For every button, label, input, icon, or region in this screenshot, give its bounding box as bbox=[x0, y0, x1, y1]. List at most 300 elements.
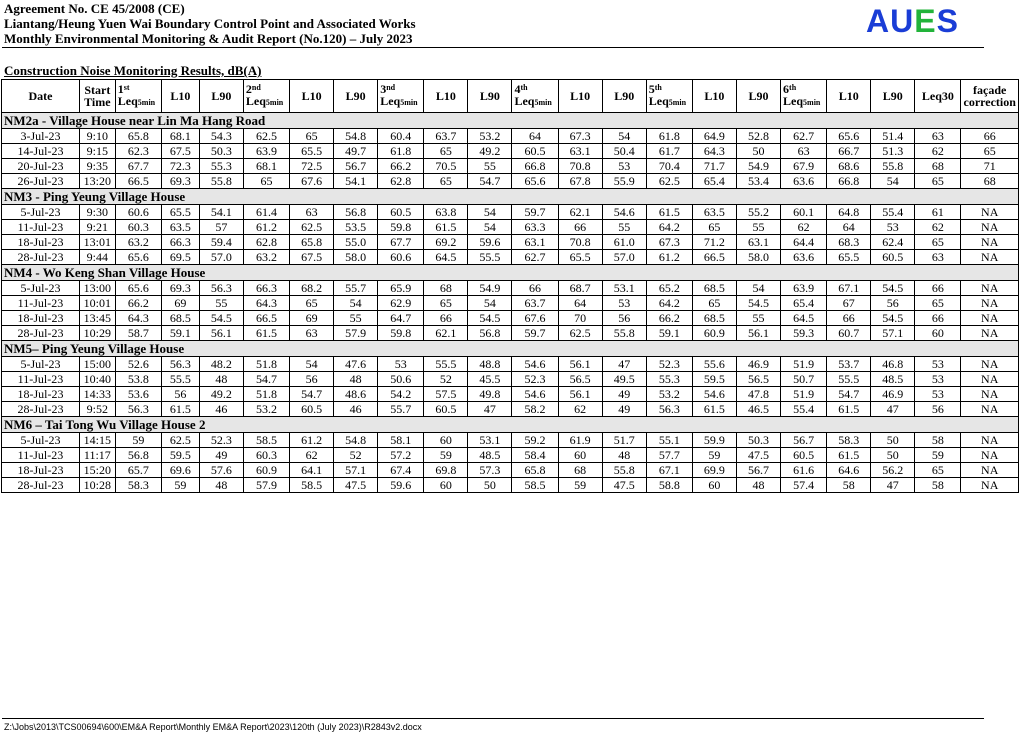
table-cell: 53.1 bbox=[602, 281, 646, 296]
table-cell: 56.5 bbox=[736, 372, 780, 387]
table-cell: 50.3 bbox=[199, 144, 243, 159]
table-cell: 56.1 bbox=[199, 326, 243, 341]
table-cell: 49.5 bbox=[602, 372, 646, 387]
table-cell: 59.7 bbox=[512, 205, 558, 220]
table-cell: NA bbox=[961, 402, 1019, 417]
table-cell: NA bbox=[961, 357, 1019, 372]
table-cell: 56.8 bbox=[115, 448, 161, 463]
table-cell: 53.2 bbox=[646, 387, 692, 402]
table-cell: 55 bbox=[199, 296, 243, 311]
table-cell: 55.2 bbox=[736, 205, 780, 220]
table-cell: 66.2 bbox=[115, 296, 161, 311]
table-cell: 46 bbox=[199, 402, 243, 417]
table-cell: 60.6 bbox=[115, 205, 161, 220]
table-cell: 63.5 bbox=[692, 205, 736, 220]
table-cell: 65 bbox=[290, 296, 334, 311]
table-cell: 49 bbox=[602, 402, 646, 417]
table-cell: 58 bbox=[827, 478, 871, 493]
table-cell: 57.2 bbox=[378, 448, 424, 463]
table-cell: 55.7 bbox=[334, 281, 378, 296]
table-cell: 62.8 bbox=[378, 174, 424, 189]
table-row bbox=[2, 311, 1019, 326]
table-cell: 62 bbox=[290, 448, 334, 463]
table-cell: 60.3 bbox=[115, 220, 161, 235]
table-cell: 67.3 bbox=[558, 129, 602, 144]
table-cell: 66 bbox=[915, 281, 961, 296]
table-cell: 10:29 bbox=[79, 326, 115, 341]
table-cell: 68.5 bbox=[161, 311, 199, 326]
col-l10-5: L10 bbox=[692, 80, 736, 113]
table-cell: 59 bbox=[915, 448, 961, 463]
table-cell: 55.4 bbox=[781, 402, 827, 417]
table-cell: 65 bbox=[243, 174, 289, 189]
table-cell: 60.6 bbox=[378, 250, 424, 265]
table-cell: 60.3 bbox=[243, 448, 289, 463]
table-cell: 56.1 bbox=[558, 387, 602, 402]
table-cell: 57.9 bbox=[243, 478, 289, 493]
table-cell: 55.8 bbox=[199, 174, 243, 189]
footer-divider bbox=[2, 718, 984, 719]
table-cell: 65.8 bbox=[290, 235, 334, 250]
table-cell: 67.5 bbox=[290, 250, 334, 265]
table-cell: 65.5 bbox=[290, 144, 334, 159]
table-cell: 53.2 bbox=[243, 402, 289, 417]
table-cell: 9:21 bbox=[79, 220, 115, 235]
table-cell: 61 bbox=[915, 205, 961, 220]
table-cell: 58.2 bbox=[512, 402, 558, 417]
col-leq-5: 5th Leq5min bbox=[646, 80, 692, 113]
table-cell: 63.8 bbox=[424, 205, 468, 220]
table-cell: 66 bbox=[961, 129, 1019, 144]
table-cell: 66.8 bbox=[827, 174, 871, 189]
table-cell: 61.8 bbox=[378, 144, 424, 159]
table-cell: 60.5 bbox=[871, 250, 915, 265]
table-cell: 55.5 bbox=[468, 250, 512, 265]
table-cell: 61.2 bbox=[646, 250, 692, 265]
table-cell: 14:15 bbox=[79, 433, 115, 448]
table-cell: 47.5 bbox=[602, 478, 646, 493]
table-cell: 62 bbox=[781, 220, 827, 235]
table-row bbox=[2, 357, 1019, 372]
table-cell: 49.8 bbox=[468, 387, 512, 402]
table-cell: 60.5 bbox=[424, 402, 468, 417]
table-cell: 63 bbox=[290, 326, 334, 341]
table-cell: 71 bbox=[961, 159, 1019, 174]
table-cell: 67 bbox=[827, 296, 871, 311]
table-cell: 69.3 bbox=[161, 174, 199, 189]
table-cell: 26-Jul-23 bbox=[2, 174, 80, 189]
table-cell: 65.4 bbox=[781, 296, 827, 311]
station-name: NM2a - Village House near Lin Ma Hang Road bbox=[2, 113, 1019, 129]
table-cell: 3-Jul-23 bbox=[2, 129, 80, 144]
table-cell: 69.3 bbox=[161, 281, 199, 296]
table-cell: 68 bbox=[424, 281, 468, 296]
table-cell: 60.9 bbox=[692, 326, 736, 341]
table-row bbox=[2, 174, 1019, 189]
table-cell: 56 bbox=[915, 402, 961, 417]
col-facade-correction: façade correction bbox=[961, 80, 1019, 113]
table-cell: 64.2 bbox=[646, 220, 692, 235]
table-cell: 64.8 bbox=[827, 205, 871, 220]
table-cell: 63 bbox=[915, 250, 961, 265]
table-cell: 56 bbox=[290, 372, 334, 387]
table-cell: 66.2 bbox=[646, 311, 692, 326]
table-cell: NA bbox=[961, 387, 1019, 402]
table-cell: 49.2 bbox=[199, 387, 243, 402]
table-cell: 65 bbox=[915, 463, 961, 478]
table-cell: 59.1 bbox=[646, 326, 692, 341]
table-cell: 53 bbox=[378, 357, 424, 372]
table-cell: 45.5 bbox=[468, 372, 512, 387]
table-cell: 66 bbox=[424, 311, 468, 326]
table-cell: 56 bbox=[161, 387, 199, 402]
table-cell: 54.5 bbox=[871, 281, 915, 296]
table-cell: 65.5 bbox=[161, 205, 199, 220]
col-l10-6: L10 bbox=[827, 80, 871, 113]
table-cell: 62.5 bbox=[243, 129, 289, 144]
table-cell: 53 bbox=[602, 159, 646, 174]
table-cell: 5-Jul-23 bbox=[2, 281, 80, 296]
col-l90-1: L90 bbox=[199, 80, 243, 113]
table-cell: 52 bbox=[334, 448, 378, 463]
station-group-row bbox=[2, 265, 1019, 281]
table-cell: 53.8 bbox=[115, 372, 161, 387]
table-cell: 67.8 bbox=[558, 174, 602, 189]
table-cell: 66.8 bbox=[512, 159, 558, 174]
table-cell: 57.1 bbox=[871, 326, 915, 341]
table-row bbox=[2, 250, 1019, 265]
table-cell: 61.5 bbox=[646, 205, 692, 220]
table-cell: 65 bbox=[290, 129, 334, 144]
table-cell: 51.9 bbox=[781, 387, 827, 402]
table-cell: 69 bbox=[161, 296, 199, 311]
table-cell: 61.6 bbox=[781, 463, 827, 478]
table-cell: 68.1 bbox=[161, 129, 199, 144]
table-row bbox=[2, 129, 1019, 144]
table-cell: 54.1 bbox=[199, 205, 243, 220]
table-cell: 65 bbox=[915, 296, 961, 311]
table-cell: 50.4 bbox=[602, 144, 646, 159]
table-cell: 65.5 bbox=[558, 250, 602, 265]
table-cell: 65.5 bbox=[827, 250, 871, 265]
table-cell: 46.8 bbox=[871, 357, 915, 372]
table-cell: 10:01 bbox=[79, 296, 115, 311]
col-l10-1: L10 bbox=[161, 80, 199, 113]
table-cell: 68.2 bbox=[290, 281, 334, 296]
table-cell: 48 bbox=[199, 478, 243, 493]
table-cell: 55.8 bbox=[602, 463, 646, 478]
table-cell: 28-Jul-23 bbox=[2, 326, 80, 341]
table-cell: 61.2 bbox=[243, 220, 289, 235]
table-cell: 48 bbox=[199, 372, 243, 387]
table-cell: 59.9 bbox=[692, 433, 736, 448]
table-cell: 63.2 bbox=[115, 235, 161, 250]
table-cell: 52.6 bbox=[115, 357, 161, 372]
table-cell: 67.6 bbox=[512, 311, 558, 326]
table-cell: 49.2 bbox=[468, 144, 512, 159]
table-cell: 47 bbox=[602, 357, 646, 372]
table-cell: 55.3 bbox=[646, 372, 692, 387]
table-cell: 9:15 bbox=[79, 144, 115, 159]
table-cell: 67.5 bbox=[161, 144, 199, 159]
table-cell: 62.9 bbox=[378, 296, 424, 311]
table-cell: 54.9 bbox=[736, 159, 780, 174]
table-cell: 63 bbox=[781, 144, 827, 159]
table-cell: 18-Jul-23 bbox=[2, 387, 80, 402]
table-cell: 56.3 bbox=[115, 402, 161, 417]
table-cell: 57.3 bbox=[468, 463, 512, 478]
table-row bbox=[2, 144, 1019, 159]
table-cell: NA bbox=[961, 433, 1019, 448]
table-cell: 54.6 bbox=[512, 357, 558, 372]
table-cell: 62.5 bbox=[558, 326, 602, 341]
table-cell: 53.5 bbox=[334, 220, 378, 235]
table-cell: 66.5 bbox=[115, 174, 161, 189]
table-row bbox=[2, 281, 1019, 296]
table-cell: 61.5 bbox=[827, 448, 871, 463]
logo-letter: E bbox=[914, 3, 937, 39]
table-row bbox=[2, 159, 1019, 174]
table-cell: 54.1 bbox=[334, 174, 378, 189]
table-cell: 59.5 bbox=[161, 448, 199, 463]
table-cell: 65.6 bbox=[115, 281, 161, 296]
table-cell: 64.1 bbox=[290, 463, 334, 478]
table-cell: 50 bbox=[468, 478, 512, 493]
table-cell: 70 bbox=[558, 311, 602, 326]
table-cell: 56.7 bbox=[334, 159, 378, 174]
table-cell: 20-Jul-23 bbox=[2, 159, 80, 174]
table-cell: 64.9 bbox=[692, 129, 736, 144]
station-name: NM3 - Ping Yeung Village House bbox=[2, 189, 1019, 205]
table-cell: 15:00 bbox=[79, 357, 115, 372]
logo-letter: A bbox=[866, 3, 891, 39]
table-cell: NA bbox=[961, 326, 1019, 341]
col-date: Date bbox=[2, 80, 80, 113]
col-leq-2: 2nd Leq5min bbox=[243, 80, 289, 113]
table-cell: 65 bbox=[961, 144, 1019, 159]
col-l90-5: L90 bbox=[736, 80, 780, 113]
table-cell: 9:44 bbox=[79, 250, 115, 265]
table-cell: 54 bbox=[468, 205, 512, 220]
table-row bbox=[2, 372, 1019, 387]
table-cell: 63.1 bbox=[736, 235, 780, 250]
col-l90-2: L90 bbox=[334, 80, 378, 113]
table-cell: 46.9 bbox=[736, 357, 780, 372]
table-cell: 70.5 bbox=[424, 159, 468, 174]
table-cell: 65 bbox=[692, 296, 736, 311]
table-cell: 58.7 bbox=[115, 326, 161, 341]
table-cell: 59 bbox=[161, 478, 199, 493]
table-cell: 53 bbox=[915, 372, 961, 387]
table-cell: 66.3 bbox=[243, 281, 289, 296]
table-cell: 65.8 bbox=[115, 129, 161, 144]
table-cell: NA bbox=[961, 463, 1019, 478]
table-cell: 61.2 bbox=[290, 433, 334, 448]
table-cell: 60.4 bbox=[378, 129, 424, 144]
table-cell: 58.5 bbox=[512, 478, 558, 493]
table-cell: 69.9 bbox=[692, 463, 736, 478]
table-cell: 54.5 bbox=[736, 296, 780, 311]
table-cell: 66.2 bbox=[378, 159, 424, 174]
table-cell: 62.8 bbox=[243, 235, 289, 250]
table-cell: 60 bbox=[915, 326, 961, 341]
table-cell: 67.7 bbox=[115, 159, 161, 174]
table-cell: 61.0 bbox=[602, 235, 646, 250]
table-cell: 48.5 bbox=[871, 372, 915, 387]
table-cell: 65 bbox=[424, 174, 468, 189]
table-cell: 58 bbox=[915, 433, 961, 448]
table-cell: 14:33 bbox=[79, 387, 115, 402]
col-l10-4: L10 bbox=[558, 80, 602, 113]
table-cell: 60.5 bbox=[781, 448, 827, 463]
table-cell: 55 bbox=[602, 220, 646, 235]
table-cell: 54.7 bbox=[290, 387, 334, 402]
table-cell: 66.5 bbox=[692, 250, 736, 265]
table-cell: 51.8 bbox=[243, 357, 289, 372]
table-cell: 68.5 bbox=[692, 281, 736, 296]
table-cell: 65.6 bbox=[512, 174, 558, 189]
table-cell: 60.7 bbox=[827, 326, 871, 341]
table-cell: 68 bbox=[961, 174, 1019, 189]
table-cell: 65 bbox=[424, 144, 468, 159]
col-l10-2: L10 bbox=[290, 80, 334, 113]
table-cell: 28-Jul-23 bbox=[2, 478, 80, 493]
table-cell: NA bbox=[961, 220, 1019, 235]
logo-letter: U bbox=[890, 3, 915, 39]
table-cell: 58.0 bbox=[334, 250, 378, 265]
table-cell: 53.6 bbox=[115, 387, 161, 402]
table-cell: 11-Jul-23 bbox=[2, 372, 80, 387]
table-cell: 55.9 bbox=[602, 174, 646, 189]
table-cell: 5-Jul-23 bbox=[2, 357, 80, 372]
table-cell: 48 bbox=[334, 372, 378, 387]
table-cell: 67.4 bbox=[378, 463, 424, 478]
table-cell: 62 bbox=[915, 144, 961, 159]
table-cell: 18-Jul-23 bbox=[2, 463, 80, 478]
table-cell: 56.3 bbox=[199, 281, 243, 296]
table-cell: 51.7 bbox=[602, 433, 646, 448]
table-cell: 60 bbox=[424, 478, 468, 493]
table-cell: 55.8 bbox=[602, 326, 646, 341]
table-cell: 69.5 bbox=[161, 250, 199, 265]
table-cell: 46 bbox=[334, 402, 378, 417]
table-cell: 58.3 bbox=[827, 433, 871, 448]
table-cell: 55.5 bbox=[827, 372, 871, 387]
col-l90-6: L90 bbox=[871, 80, 915, 113]
table-row bbox=[2, 296, 1019, 311]
table-cell: 56.3 bbox=[646, 402, 692, 417]
table-cell: 72.3 bbox=[161, 159, 199, 174]
table-cell: 61.5 bbox=[424, 220, 468, 235]
table-row bbox=[2, 235, 1019, 250]
table-cell: 62.5 bbox=[646, 174, 692, 189]
table-cell: 63.1 bbox=[512, 235, 558, 250]
table-cell: 64.2 bbox=[646, 296, 692, 311]
table-cell: 61.4 bbox=[243, 205, 289, 220]
table-cell: NA bbox=[961, 448, 1019, 463]
table-row bbox=[2, 220, 1019, 235]
table-cell: 64.5 bbox=[781, 311, 827, 326]
table-cell: 66.7 bbox=[827, 144, 871, 159]
table-cell: 54.7 bbox=[827, 387, 871, 402]
table-cell: NA bbox=[961, 235, 1019, 250]
table-cell: 69.8 bbox=[424, 463, 468, 478]
table-cell: NA bbox=[961, 478, 1019, 493]
station-group-row bbox=[2, 113, 1019, 129]
table-cell: 51.4 bbox=[871, 129, 915, 144]
station-name: NM6 – Tai Tong Wu Village House 2 bbox=[2, 417, 1019, 433]
table-cell: 59.4 bbox=[199, 235, 243, 250]
table-cell: 53.7 bbox=[827, 357, 871, 372]
table-cell: 59 bbox=[115, 433, 161, 448]
table-cell: 10:28 bbox=[79, 478, 115, 493]
table-cell: 65.9 bbox=[378, 281, 424, 296]
table-cell: 50 bbox=[736, 144, 780, 159]
table-cell: 15:20 bbox=[79, 463, 115, 478]
table-cell: 70.8 bbox=[558, 235, 602, 250]
table-header-row bbox=[2, 80, 1019, 113]
table-cell: 57 bbox=[199, 220, 243, 235]
table-cell: 61.5 bbox=[243, 326, 289, 341]
table-cell: 64.5 bbox=[424, 250, 468, 265]
logo-letter: S bbox=[936, 3, 959, 39]
station-group-row bbox=[2, 417, 1019, 433]
table-cell: 63.2 bbox=[243, 250, 289, 265]
table-cell: 54.7 bbox=[243, 372, 289, 387]
table-cell: 53 bbox=[915, 357, 961, 372]
table-cell: 64 bbox=[512, 129, 558, 144]
table-cell: 55 bbox=[334, 311, 378, 326]
table-cell: 50.6 bbox=[378, 372, 424, 387]
table-cell: 59.3 bbox=[781, 326, 827, 341]
table-cell: 54.5 bbox=[199, 311, 243, 326]
table-body bbox=[2, 113, 1019, 493]
table-cell: 53.4 bbox=[736, 174, 780, 189]
table-cell: 63.1 bbox=[558, 144, 602, 159]
table-cell: 57.9 bbox=[334, 326, 378, 341]
table-cell: 14-Jul-23 bbox=[2, 144, 80, 159]
table-cell: 59.8 bbox=[378, 326, 424, 341]
table-cell: 68.7 bbox=[558, 281, 602, 296]
col-leq30: Leq30 bbox=[915, 80, 961, 113]
table-cell: 55.6 bbox=[692, 357, 736, 372]
table-cell: 65 bbox=[915, 235, 961, 250]
table-cell: 49.7 bbox=[334, 144, 378, 159]
table-cell: 55.5 bbox=[424, 357, 468, 372]
table-cell: 59.8 bbox=[378, 220, 424, 235]
table-cell: 67.3 bbox=[646, 235, 692, 250]
table-cell: 69.6 bbox=[161, 463, 199, 478]
table-cell: 11-Jul-23 bbox=[2, 448, 80, 463]
table-cell: 66.3 bbox=[161, 235, 199, 250]
table-cell: 47 bbox=[871, 402, 915, 417]
table-cell: 51.9 bbox=[781, 357, 827, 372]
table-cell: 69.2 bbox=[424, 235, 468, 250]
header-divider bbox=[2, 47, 984, 48]
col-l90-3: L90 bbox=[468, 80, 512, 113]
table-cell: 58.3 bbox=[115, 478, 161, 493]
table-cell: 47 bbox=[468, 402, 512, 417]
table-cell: 65.2 bbox=[646, 281, 692, 296]
table-cell: 56.8 bbox=[334, 205, 378, 220]
table-cell: 63 bbox=[915, 129, 961, 144]
table-cell: 50.3 bbox=[736, 433, 780, 448]
table-cell: 10:40 bbox=[79, 372, 115, 387]
table-cell: 68.5 bbox=[692, 311, 736, 326]
table-cell: 62.5 bbox=[161, 433, 199, 448]
table-cell: 55.3 bbox=[199, 159, 243, 174]
table-cell: 64.4 bbox=[781, 235, 827, 250]
